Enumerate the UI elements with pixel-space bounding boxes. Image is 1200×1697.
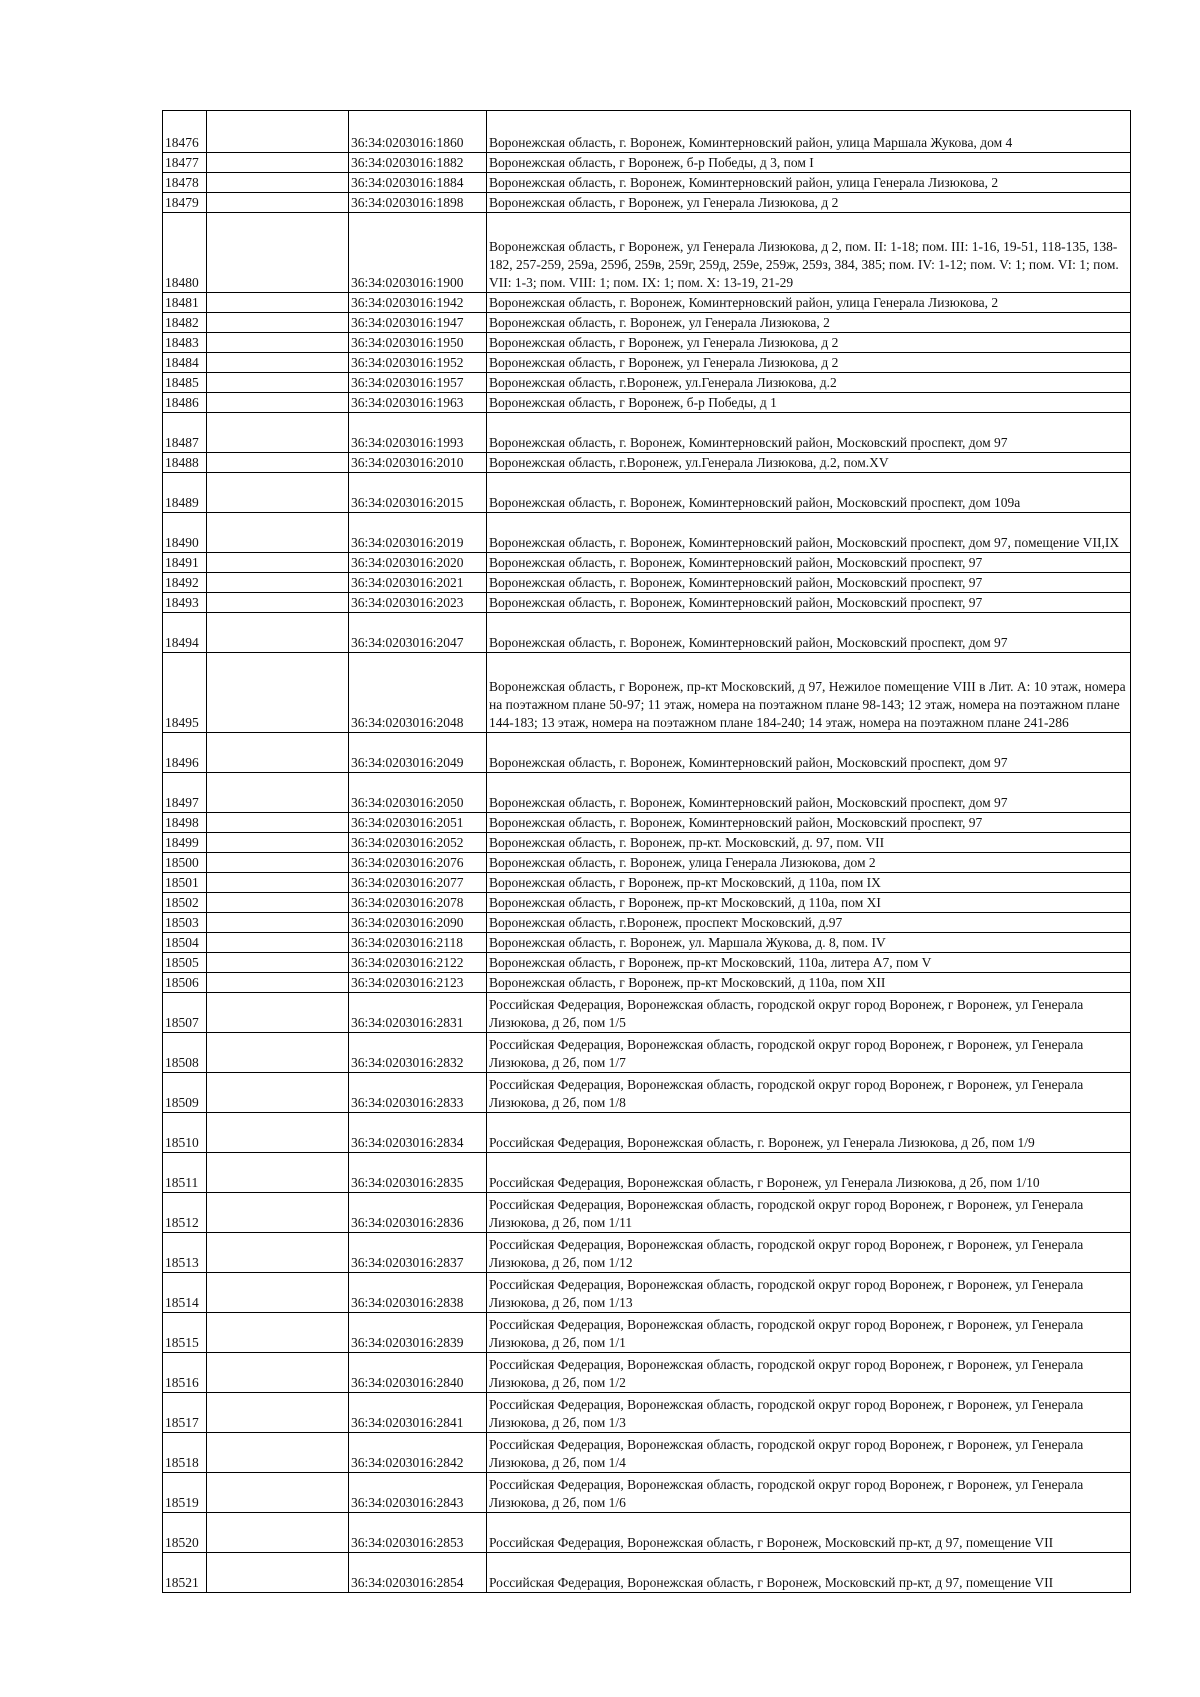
address-cell: Воронежская область, г Воронеж, ул Генерала Лизюкова, д 2, пом. II: 1-18; пом. III: 1-16, 19-51, 118-135, 138-182, 257-259, 259а, 259б, 259в, 259г, 259д, 259е, 259ж, 259з, 384, 385; пом. IV: 1-12; пом. V: 1; пом. VI: 1; пом. VII: 1-3; пом. VIII: 1; пом. IX: 1; пом. X: 13-19, 21-29 xyxy=(487,213,1131,293)
row-number-cell: 18481 xyxy=(163,293,207,313)
address-cell: Российская Федерация, Воронежская область, городской округ город Воронеж, г Воронеж, ул Генерала Лизюкова, д 2б, пом 1/12 xyxy=(487,1233,1131,1273)
cadastral-number-cell: 36:34:0203016:2123 xyxy=(349,973,487,993)
row-number-cell: 18515 xyxy=(163,1313,207,1353)
address-cell: Воронежская область, г. Воронеж, Коминтерновский район, Московский проспект, дом 97, помещение VII,IX xyxy=(487,513,1131,553)
empty-cell xyxy=(207,473,349,513)
empty-cell xyxy=(207,1393,349,1433)
cadastral-number-cell: 36:34:0203016:1952 xyxy=(349,353,487,373)
address-cell: Воронежская область, г. Воронеж, Коминтерновский район, Московский проспект, дом 97 xyxy=(487,413,1131,453)
address-cell: Воронежская область, г Воронеж, пр-кт Московский, 110а, литера А7, пом V xyxy=(487,953,1131,973)
address-cell: Российская Федерация, Воронежская область, городской округ город Воронеж, г Воронеж, ул Генерала Лизюкова, д 2б, пом 1/2 xyxy=(487,1353,1131,1393)
table-row xyxy=(163,1353,1131,1393)
empty-cell xyxy=(207,1193,349,1233)
cadastral-number-cell: 36:34:0203016:2834 xyxy=(349,1113,487,1153)
table-row xyxy=(163,1033,1131,1073)
table-row xyxy=(163,353,1131,373)
row-number-cell: 18505 xyxy=(163,953,207,973)
cadastral-number-cell: 36:34:0203016:2078 xyxy=(349,893,487,913)
table-row xyxy=(163,873,1131,893)
table-row xyxy=(163,833,1131,853)
row-number-cell: 18502 xyxy=(163,893,207,913)
row-number-cell: 18510 xyxy=(163,1113,207,1153)
table-row xyxy=(163,613,1131,653)
empty-cell xyxy=(207,733,349,773)
table-row xyxy=(163,333,1131,353)
cadastral-number-cell: 36:34:0203016:1882 xyxy=(349,153,487,173)
address-cell: Российская Федерация, Воронежская область, городской округ город Воронеж, г Воронеж, ул Генерала Лизюкова, д 2б, пом 1/8 xyxy=(487,1073,1131,1113)
cadastral-number-cell: 36:34:0203016:1963 xyxy=(349,393,487,413)
cadastral-number-cell: 36:34:0203016:2052 xyxy=(349,833,487,853)
cadastral-number-cell: 36:34:0203016:1942 xyxy=(349,293,487,313)
empty-cell xyxy=(207,153,349,173)
table-row xyxy=(163,173,1131,193)
address-cell: Воронежская область, г Воронеж, пр-кт Московский, д 97, Нежилое помещение VIII в Лит. А: 10 этаж, номера на поэтажном плане 50-97; 11 этаж, номера на поэтажном плане 98-143; 12 этаж, номера на поэтажном плане 144-183; 13 этаж, номера на поэтажном плане 184-240; 14 этаж, номера на поэтажном плане 241-286 xyxy=(487,653,1131,733)
empty-cell xyxy=(207,1513,349,1553)
empty-cell xyxy=(207,213,349,293)
address-cell: Воронежская область, г Воронеж, пр-кт Московский, д 110а, пом IX xyxy=(487,873,1131,893)
empty-cell xyxy=(207,293,349,313)
cadastral-number-cell: 36:34:0203016:1993 xyxy=(349,413,487,453)
table-row xyxy=(163,1153,1131,1193)
cadastral-number-cell: 36:34:0203016:2076 xyxy=(349,853,487,873)
cadastral-number-cell: 36:34:0203016:1884 xyxy=(349,173,487,193)
table-row xyxy=(163,733,1131,773)
table-row xyxy=(163,853,1131,873)
cadastral-number-cell: 36:34:0203016:2077 xyxy=(349,873,487,893)
address-cell: Воронежская область, г.Воронеж, проспект Московский, д.97 xyxy=(487,913,1131,933)
row-number-cell: 18498 xyxy=(163,813,207,833)
address-cell: Воронежская область, г Воронеж, ул Генерала Лизюкова, д 2 xyxy=(487,353,1131,373)
address-cell: Воронежская область, г Воронеж, пр-кт Московский, д 110а, пом XII xyxy=(487,973,1131,993)
registry-rows xyxy=(163,111,1131,1593)
address-cell: Воронежская область, г. Воронеж, Коминтерновский район, Московский проспект, 97 xyxy=(487,553,1131,573)
row-number-cell: 18493 xyxy=(163,593,207,613)
row-number-cell: 18494 xyxy=(163,613,207,653)
table-row xyxy=(163,1273,1131,1313)
empty-cell xyxy=(207,393,349,413)
registry-table xyxy=(162,110,1131,1593)
empty-cell xyxy=(207,1433,349,1473)
empty-cell xyxy=(207,1353,349,1393)
row-number-cell: 18497 xyxy=(163,773,207,813)
address-cell: Воронежская область, г. Воронеж, Коминтерновский район, Московский проспект, 97 xyxy=(487,573,1131,593)
cadastral-number-cell: 36:34:0203016:2838 xyxy=(349,1273,487,1313)
row-number-cell: 18477 xyxy=(163,153,207,173)
row-number-cell: 18492 xyxy=(163,573,207,593)
empty-cell xyxy=(207,973,349,993)
cadastral-number-cell: 36:34:0203016:2832 xyxy=(349,1033,487,1073)
empty-cell xyxy=(207,1273,349,1313)
row-number-cell: 18479 xyxy=(163,193,207,213)
row-number-cell: 18504 xyxy=(163,933,207,953)
cadastral-number-cell: 36:34:0203016:2118 xyxy=(349,933,487,953)
address-cell: Воронежская область, г. Воронеж, Коминтерновский район, Московский проспект, дом 97 xyxy=(487,733,1131,773)
address-cell: Российская Федерация, Воронежская область, г Воронеж, Московский пр-кт, д 97, помещение VII xyxy=(487,1553,1131,1593)
row-number-cell: 18485 xyxy=(163,373,207,393)
empty-cell xyxy=(207,613,349,653)
address-cell: Воронежская область, г. Воронеж, ул Генерала Лизюкова, 2 xyxy=(487,313,1131,333)
empty-cell xyxy=(207,993,349,1033)
table-row xyxy=(163,973,1131,993)
row-number-cell: 18490 xyxy=(163,513,207,553)
cadastral-number-cell: 36:34:0203016:2854 xyxy=(349,1553,487,1593)
row-number-cell: 18487 xyxy=(163,413,207,453)
address-cell: Воронежская область, г.Воронеж, ул.Генерала Лизюкова, д.2, пом.XV xyxy=(487,453,1131,473)
row-number-cell: 18518 xyxy=(163,1433,207,1473)
empty-cell xyxy=(207,111,349,153)
empty-cell xyxy=(207,353,349,373)
cadastral-number-cell: 36:34:0203016:2050 xyxy=(349,773,487,813)
address-cell: Российская Федерация, Воронежская область, городской округ город Воронеж, г Воронеж, ул Генерала Лизюкова, д 2б, пом 1/1 xyxy=(487,1313,1131,1353)
table-row xyxy=(163,513,1131,553)
address-cell: Воронежская область, г. Воронеж, ул. Маршала Жукова, д. 8, пом. IV xyxy=(487,933,1131,953)
row-number-cell: 18480 xyxy=(163,213,207,293)
empty-cell xyxy=(207,813,349,833)
row-number-cell: 18501 xyxy=(163,873,207,893)
empty-cell xyxy=(207,593,349,613)
cadastral-number-cell: 36:34:0203016:2049 xyxy=(349,733,487,773)
cadastral-number-cell: 36:34:0203016:2021 xyxy=(349,573,487,593)
empty-cell xyxy=(207,933,349,953)
address-cell: Воронежская область, г. Воронеж, пр-кт. Московский, д. 97, пом. VII xyxy=(487,833,1131,853)
empty-cell xyxy=(207,453,349,473)
row-number-cell: 18519 xyxy=(163,1473,207,1513)
empty-cell xyxy=(207,873,349,893)
row-number-cell: 18499 xyxy=(163,833,207,853)
cadastral-number-cell: 36:34:0203016:2840 xyxy=(349,1353,487,1393)
cadastral-number-cell: 36:34:0203016:2015 xyxy=(349,473,487,513)
empty-cell xyxy=(207,553,349,573)
table-row xyxy=(163,1113,1131,1153)
cadastral-number-cell: 36:34:0203016:2841 xyxy=(349,1393,487,1433)
table-row xyxy=(163,1313,1131,1353)
row-number-cell: 18476 xyxy=(163,111,207,153)
empty-cell xyxy=(207,773,349,813)
cadastral-number-cell: 36:34:0203016:2051 xyxy=(349,813,487,833)
table-row xyxy=(163,1393,1131,1433)
cadastral-number-cell: 36:34:0203016:2047 xyxy=(349,613,487,653)
cadastral-number-cell: 36:34:0203016:2019 xyxy=(349,513,487,553)
cadastral-number-cell: 36:34:0203016:2048 xyxy=(349,653,487,733)
row-number-cell: 18503 xyxy=(163,913,207,933)
row-number-cell: 18517 xyxy=(163,1393,207,1433)
address-cell: Российская Федерация, Воронежская область, городской округ город Воронеж, г Воронеж, ул Генерала Лизюкова, д 2б, пом 1/3 xyxy=(487,1393,1131,1433)
empty-cell xyxy=(207,573,349,593)
address-cell: Воронежская область, г. Воронеж, Коминтерновский район, Московский проспект, дом 109а xyxy=(487,473,1131,513)
table-row xyxy=(163,1073,1131,1113)
table-row xyxy=(163,953,1131,973)
table-row xyxy=(163,573,1131,593)
row-number-cell: 18513 xyxy=(163,1233,207,1273)
table-row xyxy=(163,773,1131,813)
address-cell: Российская Федерация, Воронежская область, г. Воронеж, ул Генерала Лизюкова, д 2б, пом 1/9 xyxy=(487,1113,1131,1153)
empty-cell xyxy=(207,953,349,973)
table-row xyxy=(163,111,1131,153)
empty-cell xyxy=(207,1113,349,1153)
address-cell: Воронежская область, г. Воронеж, Коминтерновский район, Московский проспект, 97 xyxy=(487,593,1131,613)
empty-cell xyxy=(207,1153,349,1193)
cadastral-number-cell: 36:34:0203016:2020 xyxy=(349,553,487,573)
table-row xyxy=(163,1513,1131,1553)
address-cell: Воронежская область, г. Воронеж, Коминтерновский район, улица Генерала Лизюкова, 2 xyxy=(487,173,1131,193)
address-cell: Российская Федерация, Воронежская область, городской округ город Воронеж, г Воронеж, ул Генерала Лизюкова, д 2б, пом 1/5 xyxy=(487,993,1131,1033)
table-row xyxy=(163,913,1131,933)
address-cell: Воронежская область, г. Воронеж, Коминтерновский район, улица Маршала Жукова, дом 4 xyxy=(487,111,1131,153)
row-number-cell: 18482 xyxy=(163,313,207,333)
cadastral-number-cell: 36:34:0203016:2853 xyxy=(349,1513,487,1553)
row-number-cell: 18484 xyxy=(163,353,207,373)
table-row xyxy=(163,813,1131,833)
table-row xyxy=(163,993,1131,1033)
empty-cell xyxy=(207,653,349,733)
row-number-cell: 18508 xyxy=(163,1033,207,1073)
table-row xyxy=(163,293,1131,313)
row-number-cell: 18500 xyxy=(163,853,207,873)
row-number-cell: 18491 xyxy=(163,553,207,573)
empty-cell xyxy=(207,173,349,193)
address-cell: Российская Федерация, Воронежская область, городской округ город Воронеж, г Воронеж, ул Генерала Лизюкова, д 2б, пом 1/6 xyxy=(487,1473,1131,1513)
cadastral-number-cell: 36:34:0203016:2836 xyxy=(349,1193,487,1233)
row-number-cell: 18520 xyxy=(163,1513,207,1553)
table-row xyxy=(163,1233,1131,1273)
row-number-cell: 18483 xyxy=(163,333,207,353)
table-row xyxy=(163,193,1131,213)
table-row xyxy=(163,373,1131,393)
address-cell: Воронежская область, г. Воронеж, улица Генерала Лизюкова, дом 2 xyxy=(487,853,1131,873)
cadastral-number-cell: 36:34:0203016:1950 xyxy=(349,333,487,353)
cadastral-number-cell: 36:34:0203016:1947 xyxy=(349,313,487,333)
row-number-cell: 18514 xyxy=(163,1273,207,1313)
empty-cell xyxy=(207,1313,349,1353)
address-cell: Воронежская область, г.Воронеж, ул.Генерала Лизюкова, д.2 xyxy=(487,373,1131,393)
table-row xyxy=(163,893,1131,913)
cadastral-number-cell: 36:34:0203016:2831 xyxy=(349,993,487,1033)
row-number-cell: 18488 xyxy=(163,453,207,473)
row-number-cell: 18506 xyxy=(163,973,207,993)
empty-cell xyxy=(207,833,349,853)
empty-cell xyxy=(207,1073,349,1113)
table-row xyxy=(163,313,1131,333)
row-number-cell: 18486 xyxy=(163,393,207,413)
table-row xyxy=(163,413,1131,453)
address-cell: Воронежская область, г. Воронеж, Коминтерновский район, улица Генерала Лизюкова, 2 xyxy=(487,293,1131,313)
cadastral-number-cell: 36:34:0203016:2090 xyxy=(349,913,487,933)
empty-cell xyxy=(207,1233,349,1273)
row-number-cell: 18521 xyxy=(163,1553,207,1593)
cadastral-number-cell: 36:34:0203016:1957 xyxy=(349,373,487,393)
address-cell: Воронежская область, г Воронеж, б-р Победы, д 1 xyxy=(487,393,1131,413)
table-row xyxy=(163,1433,1131,1473)
empty-cell xyxy=(207,1473,349,1513)
row-number-cell: 18509 xyxy=(163,1073,207,1113)
cadastral-number-cell: 36:34:0203016:1900 xyxy=(349,213,487,293)
address-cell: Российская Федерация, Воронежская область, городской округ город Воронеж, г Воронеж, ул Генерала Лизюкова, д 2б, пом 1/11 xyxy=(487,1193,1131,1233)
cadastral-number-cell: 36:34:0203016:2023 xyxy=(349,593,487,613)
cadastral-number-cell: 36:34:0203016:2843 xyxy=(349,1473,487,1513)
empty-cell xyxy=(207,413,349,453)
table-row xyxy=(163,393,1131,413)
address-cell: Российская Федерация, Воронежская область, городской округ город Воронеж, г Воронеж, ул Генерала Лизюкова, д 2б, пом 1/13 xyxy=(487,1273,1131,1313)
address-cell: Воронежская область, г. Воронеж, Коминтерновский район, Московский проспект, 97 xyxy=(487,813,1131,833)
empty-cell xyxy=(207,853,349,873)
address-cell: Воронежская область, г Воронеж, ул Генерала Лизюкова, д 2 xyxy=(487,333,1131,353)
address-cell: Российская Федерация, Воронежская область, г Воронеж, ул Генерала Лизюкова, д 2б, пом 1/10 xyxy=(487,1153,1131,1193)
empty-cell xyxy=(207,373,349,393)
address-cell: Воронежская область, г Воронеж, ул Генерала Лизюкова, д 2 xyxy=(487,193,1131,213)
cadastral-number-cell: 36:34:0203016:2842 xyxy=(349,1433,487,1473)
address-cell: Российская Федерация, Воронежская область, городской округ город Воронеж, г Воронеж, ул Генерала Лизюкова, д 2б, пом 1/4 xyxy=(487,1433,1131,1473)
cadastral-number-cell: 36:34:0203016:2839 xyxy=(349,1313,487,1353)
cadastral-number-cell: 36:34:0203016:2835 xyxy=(349,1153,487,1193)
empty-cell xyxy=(207,313,349,333)
table-row xyxy=(163,453,1131,473)
row-number-cell: 18512 xyxy=(163,1193,207,1233)
cadastral-number-cell: 36:34:0203016:1860 xyxy=(349,111,487,153)
address-cell: Воронежская область, г. Воронеж, Коминтерновский район, Московский проспект, дом 97 xyxy=(487,773,1131,813)
address-cell: Российская Федерация, Воронежская область, г Воронеж, Московский пр-кт, д 97, помещение VII xyxy=(487,1513,1131,1553)
empty-cell xyxy=(207,513,349,553)
table-row xyxy=(163,1553,1131,1593)
table-row xyxy=(163,553,1131,573)
table-row xyxy=(163,593,1131,613)
address-cell: Воронежская область, г. Воронеж, Коминтерновский район, Московский проспект, дом 97 xyxy=(487,613,1131,653)
cadastral-number-cell: 36:34:0203016:1898 xyxy=(349,193,487,213)
row-number-cell: 18496 xyxy=(163,733,207,773)
empty-cell xyxy=(207,1033,349,1073)
address-cell: Воронежская область, г Воронеж, пр-кт Московский, д 110а, пом XI xyxy=(487,893,1131,913)
row-number-cell: 18489 xyxy=(163,473,207,513)
table-row xyxy=(163,213,1131,293)
table-row xyxy=(163,653,1131,733)
empty-cell xyxy=(207,913,349,933)
row-number-cell: 18516 xyxy=(163,1353,207,1393)
empty-cell xyxy=(207,1553,349,1593)
cadastral-number-cell: 36:34:0203016:2010 xyxy=(349,453,487,473)
table-row xyxy=(163,473,1131,513)
address-cell: Российская Федерация, Воронежская область, городской округ город Воронеж, г Воронеж, ул Генерала Лизюкова, д 2б, пом 1/7 xyxy=(487,1033,1131,1073)
address-cell: Воронежская область, г Воронеж, б-р Победы, д 3, пом I xyxy=(487,153,1131,173)
table-row xyxy=(163,1473,1131,1513)
row-number-cell: 18495 xyxy=(163,653,207,733)
table-row xyxy=(163,1193,1131,1233)
empty-cell xyxy=(207,893,349,913)
row-number-cell: 18511 xyxy=(163,1153,207,1193)
cadastral-number-cell: 36:34:0203016:2122 xyxy=(349,953,487,973)
table-row xyxy=(163,933,1131,953)
cadastral-number-cell: 36:34:0203016:2833 xyxy=(349,1073,487,1113)
cadastral-number-cell: 36:34:0203016:2837 xyxy=(349,1233,487,1273)
empty-cell xyxy=(207,193,349,213)
empty-cell xyxy=(207,333,349,353)
row-number-cell: 18478 xyxy=(163,173,207,193)
row-number-cell: 18507 xyxy=(163,993,207,1033)
table-row xyxy=(163,153,1131,173)
